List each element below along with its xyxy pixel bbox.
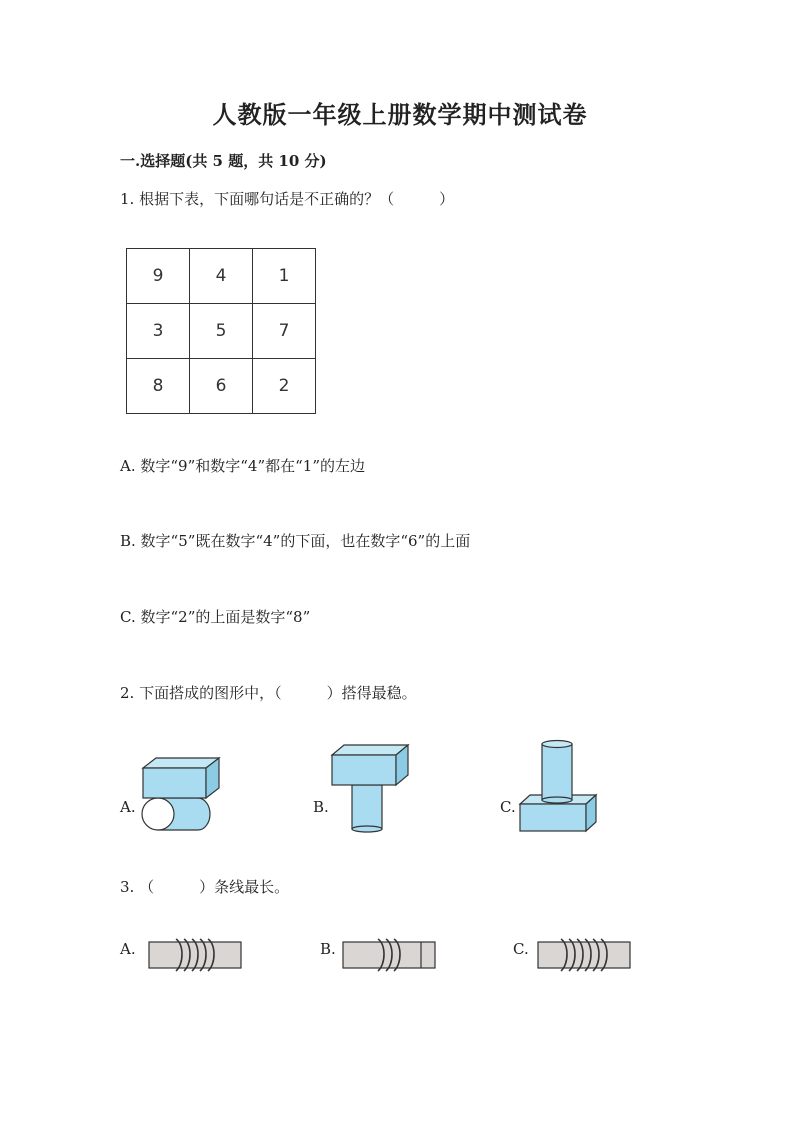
bar <box>149 942 241 968</box>
question-2-text: 2. 下面搭成的图形中，（ ）搭得最稳。 <box>120 684 417 702</box>
q3-option-c-label[interactable]: C. <box>513 940 529 958</box>
q1-option-c[interactable]: C. 数字“2”的上面是数字“8” <box>120 608 311 626</box>
bar <box>538 942 630 968</box>
grid-cell: 5 <box>190 304 253 359</box>
question-1-text: 1. 根据下表，下面哪句话是不正确的？（ ） <box>120 190 455 208</box>
shape-box-on-cylinder-upright-icon <box>330 745 412 833</box>
page-title: 人教版一年级上册数学期中测试卷 <box>212 100 588 129</box>
q1-option-b[interactable]: B. 数字“5”既在数字“4”的下面，也在数字“6”的上面 <box>120 532 471 550</box>
q2-option-a-label[interactable]: A. <box>120 798 136 816</box>
grid-cell: 1 <box>253 249 316 304</box>
shape-cylinder-on-box-icon <box>518 740 600 833</box>
grid-cell: 3 <box>127 304 190 359</box>
q3-option-a-label[interactable]: A. <box>120 940 136 958</box>
number-grid <box>126 248 316 414</box>
coiled-line-c-icon <box>537 936 631 972</box>
q3-option-b-label[interactable]: B. <box>320 940 336 958</box>
q2-option-c-label[interactable]: C. <box>500 798 516 816</box>
grid-cell: 2 <box>253 359 316 414</box>
grid-cell: 7 <box>253 304 316 359</box>
q1-option-a[interactable]: A. 数字“9”和数字“4”都在“1”的左边 <box>120 457 366 475</box>
grid-cell: 8 <box>127 359 190 414</box>
section-heading: 一.选择题(共 5 题，共 10 分) <box>120 152 327 170</box>
grid-cell: 9 <box>127 249 190 304</box>
shape-box-on-cylinder-icon <box>138 758 228 833</box>
q2-option-b-label[interactable]: B. <box>313 798 329 816</box>
coiled-line-b-icon <box>342 936 436 972</box>
grid-cell: 4 <box>190 249 253 304</box>
coiled-line-a-icon <box>148 936 242 972</box>
grid-cell: 6 <box>190 359 253 414</box>
question-3-text: 3. （ ）条线最长。 <box>120 878 290 896</box>
